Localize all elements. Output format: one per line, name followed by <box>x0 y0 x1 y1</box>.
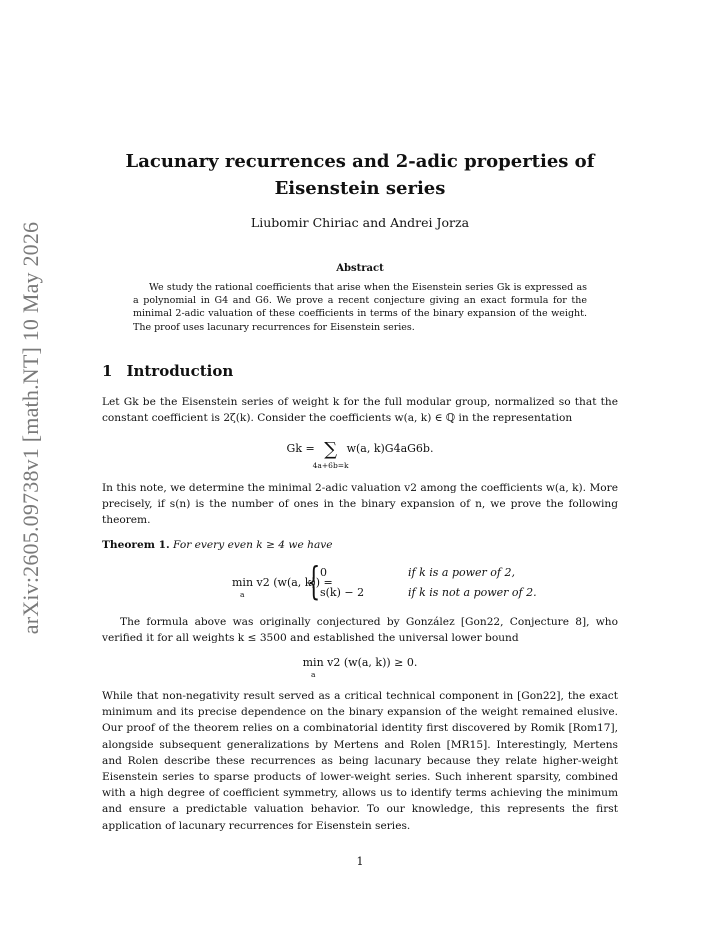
case-2-value: s(k) − 2 <box>320 586 365 599</box>
eq2-subscript: a <box>311 670 316 679</box>
paragraph-conjecture: The formula above was originally conjectured by González [Gon22, Conjecture 8], who verified it for all weights k ≤ 3500 and established the universal lower bound <box>102 616 618 645</box>
section-title: Introduction <box>126 362 234 380</box>
abstract-heading: Abstract <box>336 263 384 274</box>
authors: Liubomir Chiriac and Andrei Jorza <box>250 215 470 230</box>
theorem-label: Theorem 1. <box>102 539 170 551</box>
intro-paragraph-2: In this note, we determine the minimal 2-adic valuation v2 among the coefficients w(a, k). More precisely, if s(n) is the number of ones in the binary expansion of n, we prove the following theorem. <box>102 482 618 527</box>
equation-series <box>100 439 620 470</box>
case-1-value: 0 <box>320 566 327 579</box>
case-1-condition: if k is a power of 2, <box>408 566 515 579</box>
intro-paragraph-1: Let Gk be the Eisenstein series of weight k for the full modular group, normalized so that the constant coefficient is 2ζ(k). Consider the coefficients w(a, k) ∈ ℚ in the representation <box>102 396 618 425</box>
paper-title <box>100 148 620 202</box>
brace: { <box>307 559 321 603</box>
eq1-rhs: w(a, k)G4aG6b. <box>346 442 434 455</box>
theorem-statement <box>102 539 333 551</box>
case-2-condition: if k is not a power of 2. <box>408 586 537 599</box>
title-line-2: Eisenstein series <box>274 178 446 199</box>
section-number: 1 <box>102 362 113 380</box>
arxiv-id: arXiv:2605.09738v1 [math.NT] 10 May 2026 <box>18 221 43 634</box>
abstract-text: We study the rational coefficients that arise when the Eisenstein series Gk is expressed as a polynomial in G4 and G6. We prove a recent conjecture giving an exact formula for the minimal 2-adic valuation of these coefficients in terms of the binary expansion of the weight. The proof uses lacunary recurrences for Eisenstein series. <box>133 282 587 333</box>
sum-symbol: ∑ <box>324 439 338 460</box>
eq2-text: min v2 (w(a, k)) ≥ 0. <box>302 656 418 669</box>
paragraph-proof-overview: While that non-negativity result served as a critical technical component in [Gon22], the exact minimum and its precise dependence on the binary expansion of the weight remained elusive. Our proof of the theorem relies on a combinatorial identity first discovered by Romik [Rom17], alongside subsequent generalizations by Mertens and Rolen [MR15]. Interestingly, Mertens and Rolen describe these recurrences as being lacunary because they relate higher-weight Eisenstein series to sparse products of lower-weight series. Such inherent sparsity, combined with a high degree of coefficient symmetry, allows us to identify terms achieving the minimum and ensure a predictable valuation behavior. To our knowledge, this represents the first application of lacunary recurrences for Eisenstein series. <box>102 690 618 832</box>
theorem-text: For every even k ≥ 4 we have <box>173 539 333 551</box>
section-heading <box>102 362 233 380</box>
sum-subscript: 4a+6b=k <box>312 461 349 470</box>
theorem-lhs-subscript: a <box>240 590 245 599</box>
arxiv-sidebar-stamp <box>13 190 49 665</box>
eq1-lhs: Gk = <box>286 442 315 455</box>
equation-lower-bound <box>100 656 620 669</box>
theorem-lhs: min v2 (w(a, k)) = <box>232 576 333 589</box>
title-line-1: Lacunary recurrences and 2-adic properties of <box>125 151 595 172</box>
page-number: 1 <box>356 855 364 868</box>
